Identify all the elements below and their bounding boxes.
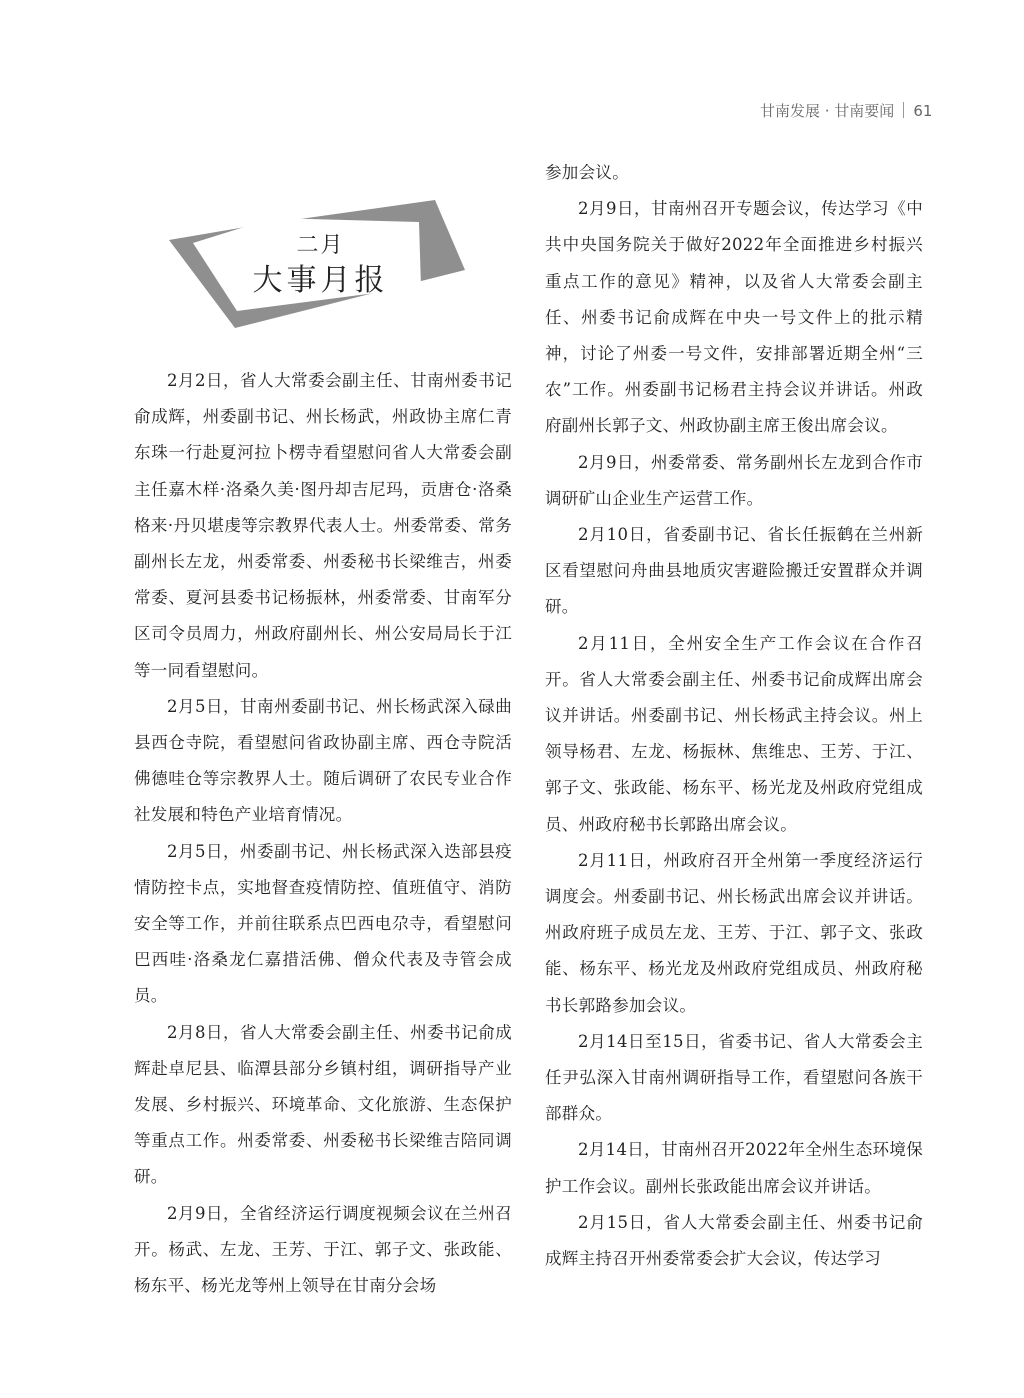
news-paragraph: 2月5日，甘南州委副书记、州长杨武深入碌曲县西仓寺院，看望慰问省政协副主席、西仓寺院活佛德哇仓等宗教界人士。随后调研了农民专业合作社发展和特色产业培育情况。 xyxy=(134,696,512,825)
news-paragraph: 2月9日，州委常委、常务副州长左龙到合作市调研矿山企业生产运营工作。 xyxy=(545,452,923,508)
news-paragraph: 2月14日，甘南州召开2022年全州生态环境保护工作会议。副州长张政能出席会议并讲话。 xyxy=(545,1140,923,1196)
continued-text: 参加会议。 xyxy=(545,163,629,182)
news-paragraph: 2月10日，省委副书记、省长任振鹤在兰州新区看望慰问舟曲县地质灾害避险搬迁安置群众并调研。 xyxy=(545,525,923,617)
news-paragraph: 2月2日，省人大常委会副主任、甘南州委书记俞成辉，州委副书记、州长杨武，州政协主席仁青东珠一行赴夏河拉卜楞寺看望慰问省人大常委会副主任嘉木样·洛桑久美·图丹却吉尼玛，贡唐仓·洛桑格来·丹贝堪虔等宗教界代表人士。州委常委、常务副州长左龙，州委常委、州委秘书长梁维吉，州委常委、夏河县委书记杨振林，州委常委、甘南军分区司令员周力，州政府副州长、州公安局局长于江等一同看望慰问。 xyxy=(134,371,512,680)
news-paragraph: 2月5日，州委副书记、州长杨武深入迭部县疫情防控卡点，实地督查疫情防控、值班值守、消防安全等工作，并前往联系点巴西电尕寺，看望慰问巴西哇·洛桑龙仁嘉措活佛、僧众代表及寺管会成员。 xyxy=(134,841,512,1006)
news-paragraph: 2月15日，省人大常委会副主任、州委书记俞成辉主持召开州委常委会扩大会议，传达学习 xyxy=(545,1212,923,1269)
news-paragraph: 2月9日，全省经济运行调度视频会议在兰州召开。杨武、左龙、王芳、于江、郭子文、张政能、杨东平、杨光龙等州上领导在甘南分会场 xyxy=(134,1203,512,1296)
news-paragraph: 2月9日，甘南州召开专题会议，传达学习《中共中央国务院关于做好2022年全面推进乡村振兴重点工作的意见》精神，以及省人大常委会副主任、州委书记俞成辉在中央一号文件上的批示精神，讨论了州委一号文件，安排部署近期全州“三农”工作。州委副书记杨君主持会议并讲话。州政府副州长郭子文、州政协副主席王俊出席会议。 xyxy=(545,199,923,436)
badge-title: 大事月报 xyxy=(252,263,389,298)
left-column xyxy=(134,363,512,1304)
section-title: 甘南发展 · 甘南要闻 xyxy=(760,102,895,120)
page-number: 61 xyxy=(913,102,933,120)
badge-month: 二月 xyxy=(296,233,345,258)
right-column xyxy=(545,155,923,1277)
news-paragraph: 2月11日，全州安全生产工作会议在合作召开。省人大常委会副主任、州委书记俞成辉出席会议并讲话。州委副书记、州长杨武主持会议。州上领导杨君、左龙、杨振林、焦维忠、王芳、于江、郭子文、张政能、杨东平、杨光龙及州政府党组成员、州政府秘书长郭路出席会议。 xyxy=(545,633,923,834)
header-divider xyxy=(903,102,904,118)
news-paragraph: 2月8日，省人大常委会副主任、州委书记俞成辉赴卓尼县、临潭县部分乡镇村组，调研指导产业发展、乡村振兴、环境革命、文化旅游、生态保护等重点工作。州委常委、州委秘书长梁维吉陪同调研。 xyxy=(134,1022,512,1187)
running-header xyxy=(760,100,980,124)
title-badge xyxy=(165,195,470,335)
news-paragraph: 2月14日至15日，省委书记、省人大常委会主任尹弘深入甘南州调研指导工作，看望慰问各族干部群众。 xyxy=(545,1031,923,1124)
news-paragraph: 2月11日，州政府召开全州第一季度经济运行调度会。州委副书记、州长杨武出席会议并讲话。州政府班子成员左龙、王芳、于江、郭子文、张政能、杨东平、杨光龙及州政府党组成员、州政府秘书长郭路参加会议。 xyxy=(545,850,923,1015)
